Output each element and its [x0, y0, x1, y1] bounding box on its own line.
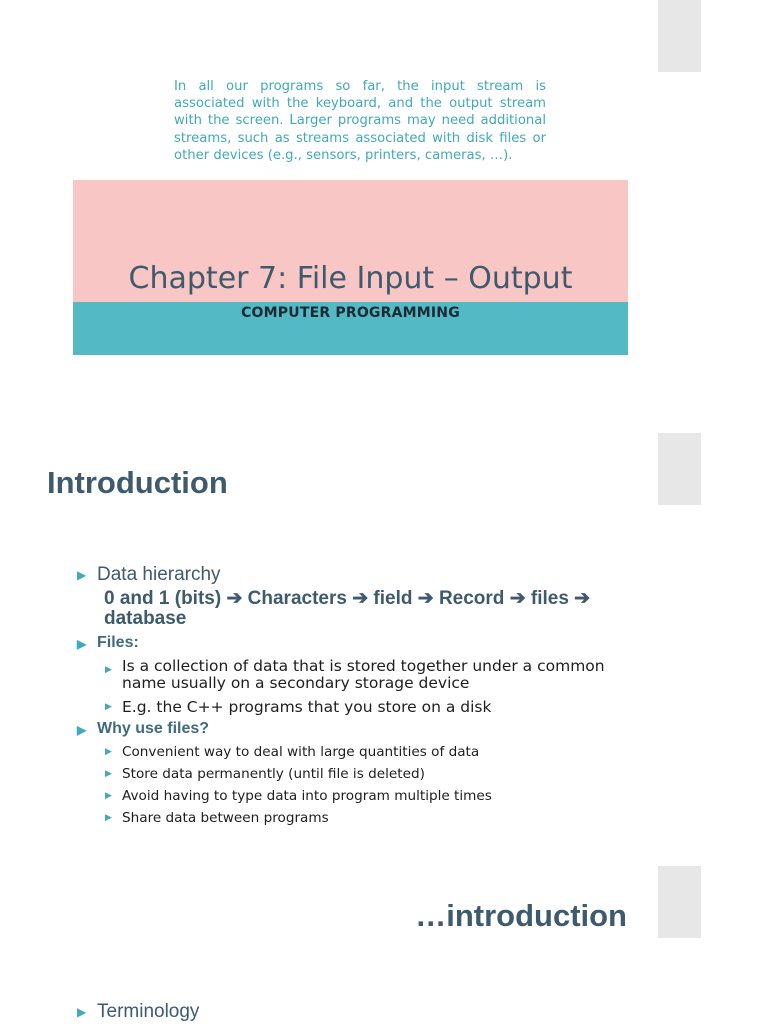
- small-triangle-right-icon: ▶: [105, 665, 112, 675]
- chapter-title: Chapter 7: File Input – Output: [128, 261, 573, 296]
- small-triangle-right-icon: ▶: [105, 791, 112, 801]
- small-triangle-right-icon: ▶: [105, 702, 112, 712]
- bullet-label: Data hierarchy: [97, 564, 221, 585]
- small-triangle-right-icon: ▶: [105, 769, 112, 779]
- triangle-right-icon: ▶: [77, 723, 87, 737]
- introduction-heading: Introduction: [47, 465, 228, 500]
- triangle-right-icon: ▶: [77, 1005, 87, 1019]
- triangle-right-icon: ▶: [77, 637, 87, 651]
- triangle-right-icon: ▶: [77, 568, 87, 582]
- sub-bullet-text: Share data between programs: [122, 810, 329, 826]
- bullet-label: Terminology: [97, 1001, 200, 1022]
- sub-bullet-text: Avoid having to type data into program multiple times: [122, 788, 492, 804]
- introduction-continued-heading: …introduction: [415, 898, 627, 933]
- slide-tab-3: [658, 866, 701, 938]
- sub-bullet-text: Convenient way to deal with large quantities of data: [122, 744, 480, 760]
- bullet-label: Why use files?: [97, 720, 210, 737]
- course-subtitle: COMPUTER PROGRAMMING: [241, 305, 460, 321]
- sub-bullet-text: E.g. the C++ programs that you store on a disk: [122, 698, 492, 716]
- data-hierarchy-sequence: 0 and 1 (bits) ➔ Characters ➔ field ➔ Record ➔ files ➔ database: [104, 588, 591, 629]
- sub-bullet-text: Is a collection of data that is stored together under a common name usually on a secondary storage device: [122, 657, 605, 692]
- sub-bullet-text: Store data permanently (until file is deleted): [122, 766, 425, 782]
- slide-tab-2: [658, 433, 701, 505]
- small-triangle-right-icon: ▶: [105, 747, 112, 757]
- small-triangle-right-icon: ▶: [105, 813, 112, 823]
- bullet-label: Files:: [97, 634, 139, 651]
- slide-tab-1: [658, 0, 701, 72]
- intro-paragraph: In all our programs so far, the input stream is associated with the keyboard, and the output stream with the screen. Larger programs may need additional streams, such as streams associated with disk files or other devices (e.g., sensors, printers, cameras, …).: [174, 79, 546, 163]
